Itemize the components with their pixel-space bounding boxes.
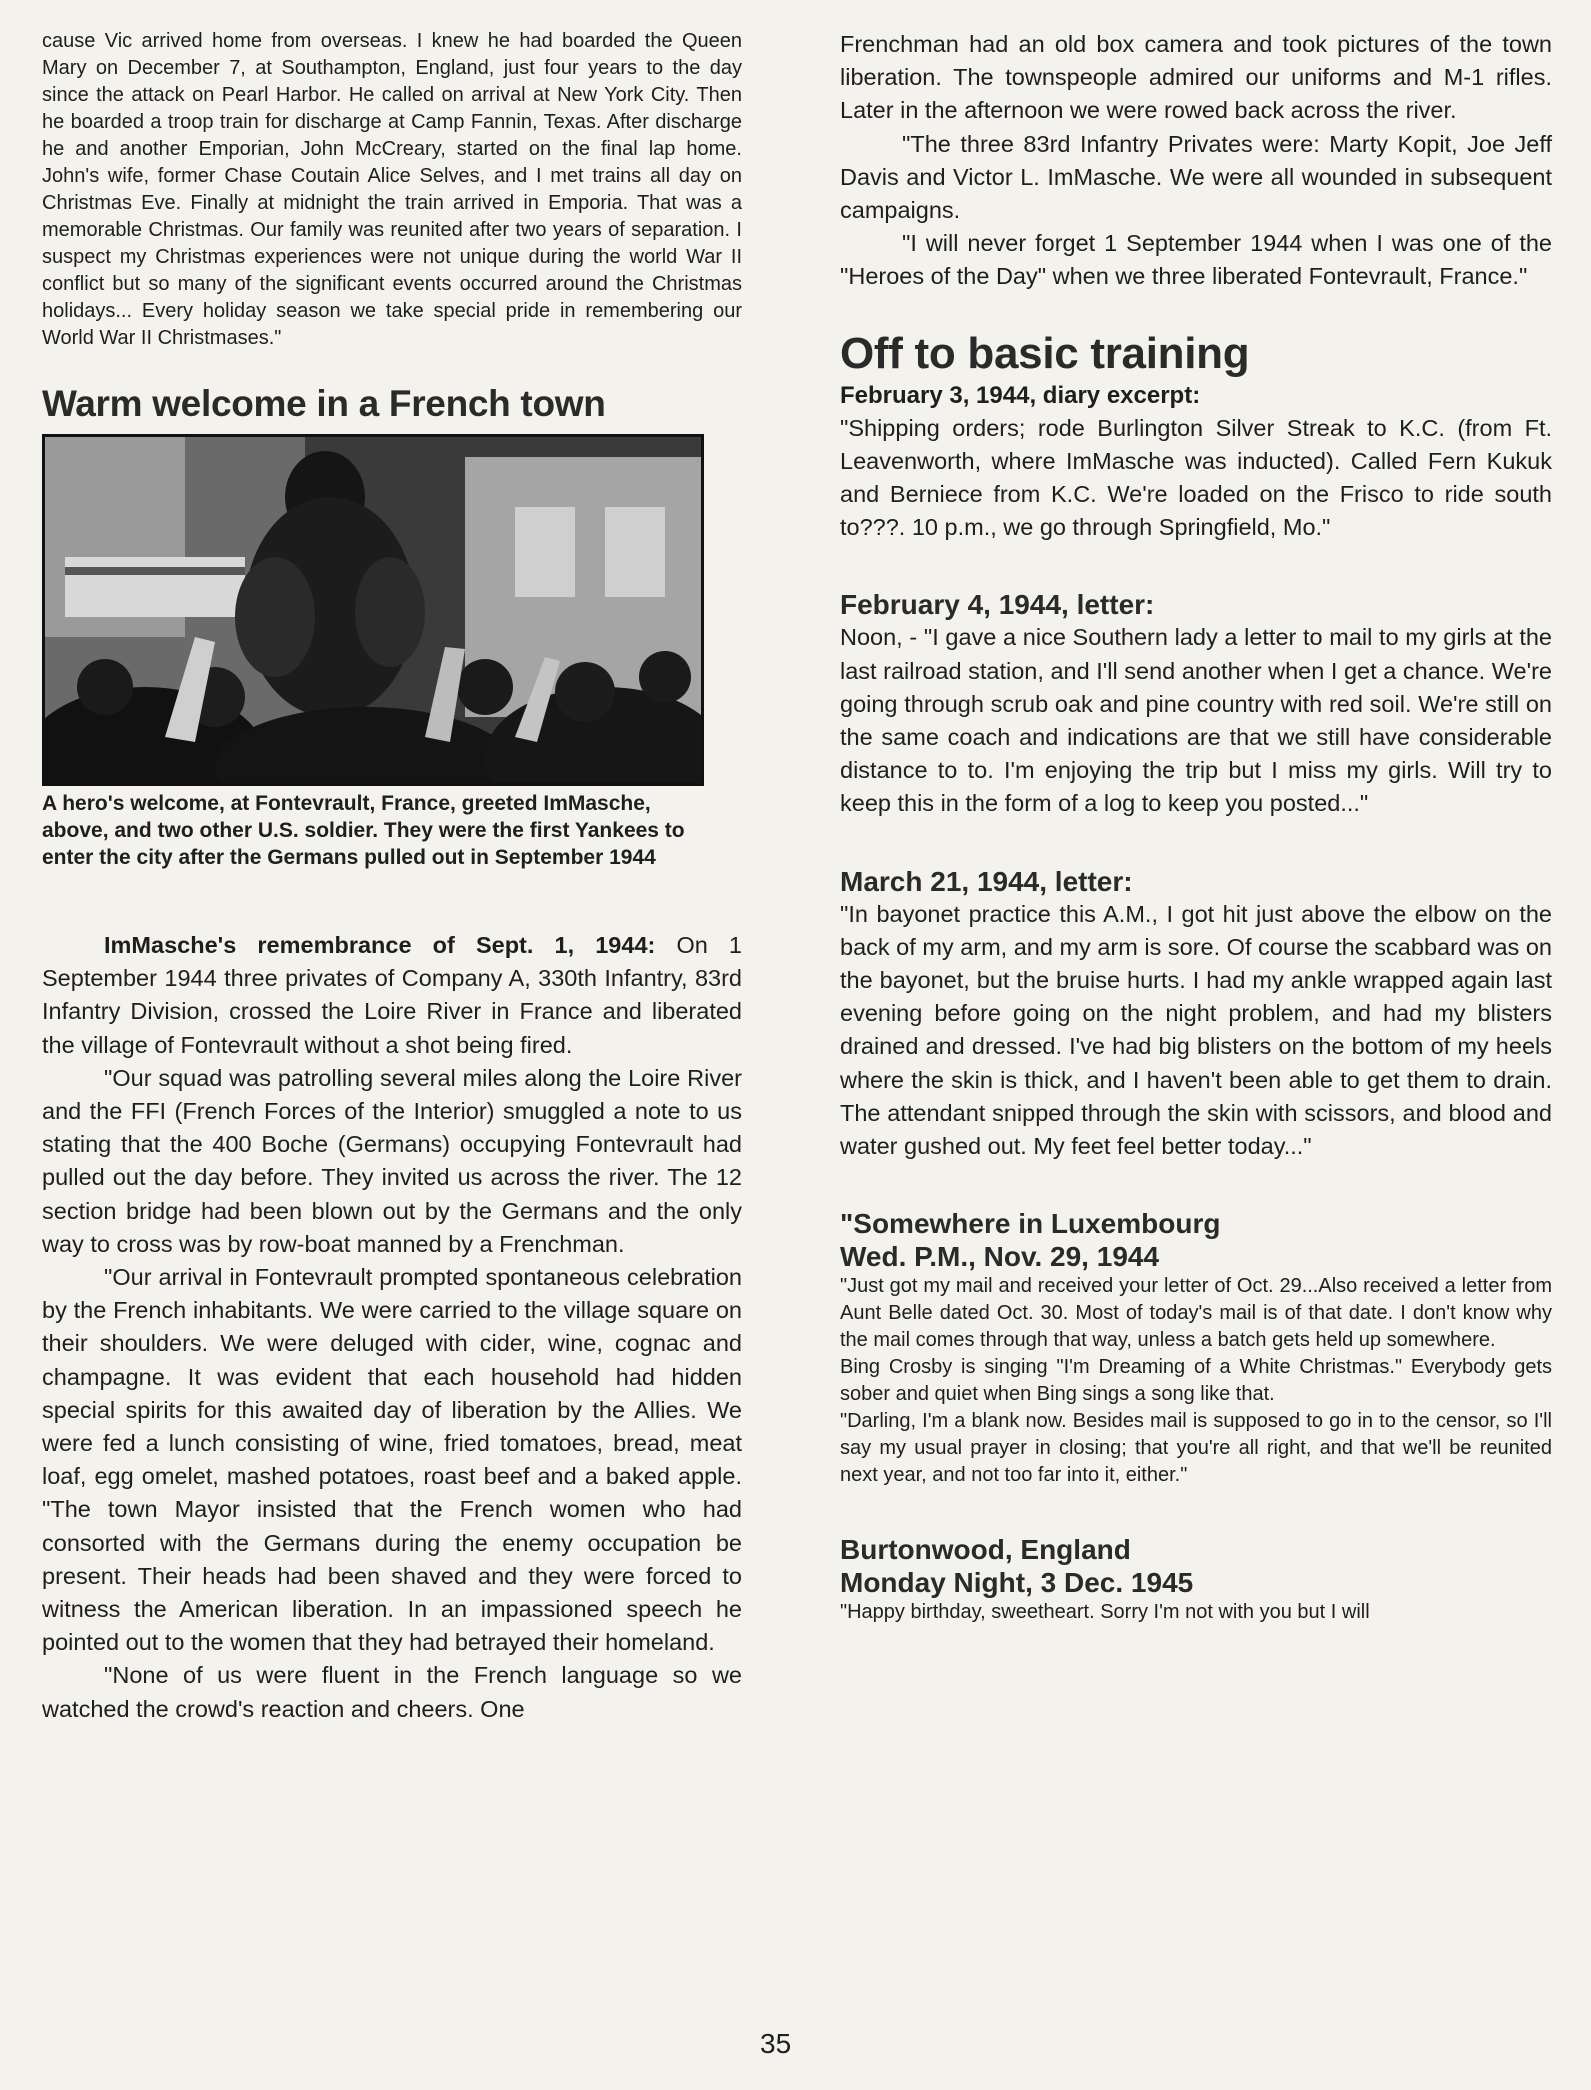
luxembourg-paragraph-3: "Darling, I'm a blank now. Besides mail is supposed to go in to the censor, so I'll say my usual prayer in closing; that you're all right, and that we'll be reunited next year, and not too far into it, either.": [840, 1410, 1552, 1487]
mar21-text: "In bayonet practice this A.M., I got hit just above the elbow on the back of my arm, and my arm is sore. Of course the scabbard was on the bayonet, but the bruise hurts. I had my ankle wrapped again last evening before going on the night problem, and had my blisters drained and dressed. I've had big blisters on the bottom of my heels where the skin is thick, and I haven't been able to get them to drain. The attendant snipped through the skin with scissors, and blood and water gushed out. My feet feel better today...": [840, 900, 1552, 1160]
warm-welcome-heading: Warm welcome in a French town: [42, 383, 606, 424]
feb3-text: "Shipping orders; rode Burlington Silver Streak to K.C. (from Ft. Leavenworth, where ImMasche was inducted). Called Fern Kukuk and Berniece from K.C. We're loaded on the Frisco to ride south to???. 10 p.m., we go through Springfield, Mo.": [840, 414, 1552, 541]
continued-paragraph-3: "I will never forget 1 September 1944 when I was one of the "Heroes of the Day" when we three liberated Fontevrault, France.": [840, 230, 1552, 290]
burtonwood-heading-line-1: Burtonwood, England: [840, 1534, 1131, 1566]
photo-caption: A hero's welcome, at Fontevrault, France, greeted ImMasche, above, and two other U.S. soldier. They were the first Yankees to enter the city after the Germans pulled out in September 1944: [42, 792, 685, 869]
remembrance-text-1: On 1 September 1944 three privates of Company A, 330th Infantry, 83rd Infantry Division, crossed the Loire River in France and liberated the village of Fontevrault without a shot being fired.: [42, 932, 742, 1058]
feb4-heading: February 4, 1944, letter:: [840, 589, 1155, 621]
luxembourg-heading-line-2: Wed. P.M., Nov. 29, 1944: [840, 1241, 1160, 1273]
left-column: [42, 28, 742, 1726]
remembrance-label: ImMasche's remembrance of Sept. 1, 1944:: [104, 932, 656, 958]
continued-paragraph-1: Frenchman had an old box camera and took pictures of the town liberation. The townspeople admired our uniforms and M-1 rifles. Later in the afternoon we were rowed back across the river.: [840, 31, 1552, 124]
luxembourg-heading-line-1: "Somewhere in Luxembourg: [840, 1208, 1221, 1240]
remembrance-paragraph-4: "None of us were fluent in the French language so we watched the crowd's reaction and cheers. One: [42, 1662, 742, 1722]
basic-training-heading: Off to basic training: [840, 328, 1250, 378]
right-column: [840, 28, 1552, 1626]
feb4-text: Noon, - "I gave a nice Southern lady a letter to mail to my girls at the last railroad station, and I'll send another when I get a chance. We're going through scrub oak and pine country with red soil. We're still on the same coach and indications are that we still have considerable distance to to. I'm enjoying the trip but I miss my girls. Will try to keep this in the form of a log to keep you posted...": [840, 624, 1552, 817]
page-number: 35: [760, 2028, 792, 2059]
mar21-heading: March 21, 1944, letter:: [840, 865, 1133, 897]
luxembourg-paragraph-1: "Just got my mail and received your letter of Oct. 29...Also received a letter from Aunt Belle dated Oct. 30. Most of today's mail is of that date. I don't know why the mail comes through that way, unless a batch gets held up somewhere.: [840, 1275, 1552, 1352]
intro-paragraph: cause Vic arrived home from overseas. I knew he had boarded the Queen Mary on December 7, at Southampton, England, just four years to the day since the attack on Pearl Harbor. He called on arrival at New York City. Then he boarded a troop train for discharge at Camp Fannin, Texas. After discharge he and another Emporian, John McCreary, started on the final lap home. John's wife, former Chase Coutain Alice Selves, and I met trains all day on Christmas Eve. Finally at midnight the train arrived in Emporia. That was a memorable Christmas. Our family was reunited after two years of separation. I suspect my Christmas experiences were not unique during the world War II conflict but so many of the significant events occurred around the Christmas holidays... Every holiday season we take special pride in remembering our World War II Christmases.": [42, 30, 742, 349]
remembrance-paragraph-2: "Our squad was patrolling several miles along the Loire River and the FFI (French Forces of the Interior) smuggled a note to us stating that the 400 Boche (Germans) occupying Fontevrault had pulled out the day before. They invited us across the river. The 12 section bridge had been blown out by the Germans and the only way to cross was by row-boat manned by a Frenchman.: [42, 1064, 742, 1257]
luxembourg-paragraph-2: Bing Crosby is singing "I'm Dreaming of a White Christmas." Everybody gets sober and quiet when Bing sings a song like that.: [840, 1356, 1552, 1406]
remembrance-paragraph-3: "Our arrival in Fontevrault prompted spontaneous celebration by the French inhabitants. We were carried to the village square on their shoulders. We were deluged with cider, wine, cognac and champagne. It was evident that each household had hidden special spirits for this awaited day of liberation by the Allies. We were fed a lunch consisting of wine, fried tomatoes, bread, meat loaf, egg omelet, mashed potatoes, roast beef and a baked apple. "The town Mayor insisted that the French women who had consorted with the Germans during the enemy occupation be present. Their heads had been shaved and they were forced to witness the American liberation. In an impassioned speech he pointed out to the women that they had betrayed their homeland.: [42, 1264, 742, 1656]
crowd-photo-image: [45, 437, 701, 783]
remembrance-paragraph-1: [42, 929, 742, 1062]
crowd-photo: [42, 434, 704, 786]
burtonwood-heading-line-2: Monday Night, 3 Dec. 1945: [840, 1567, 1194, 1599]
burtonwood-text: "Happy birthday, sweetheart. Sorry I'm not with you but I will: [840, 1601, 1370, 1624]
continued-paragraph-2: "The three 83rd Infantry Privates were: Marty Kopit, Joe Jeff Davis and Victor L. ImMasche. We were all wounded in subsequent campaigns.: [840, 130, 1552, 224]
feb3-label: February 3, 1944, diary excerpt:: [840, 381, 1201, 409]
